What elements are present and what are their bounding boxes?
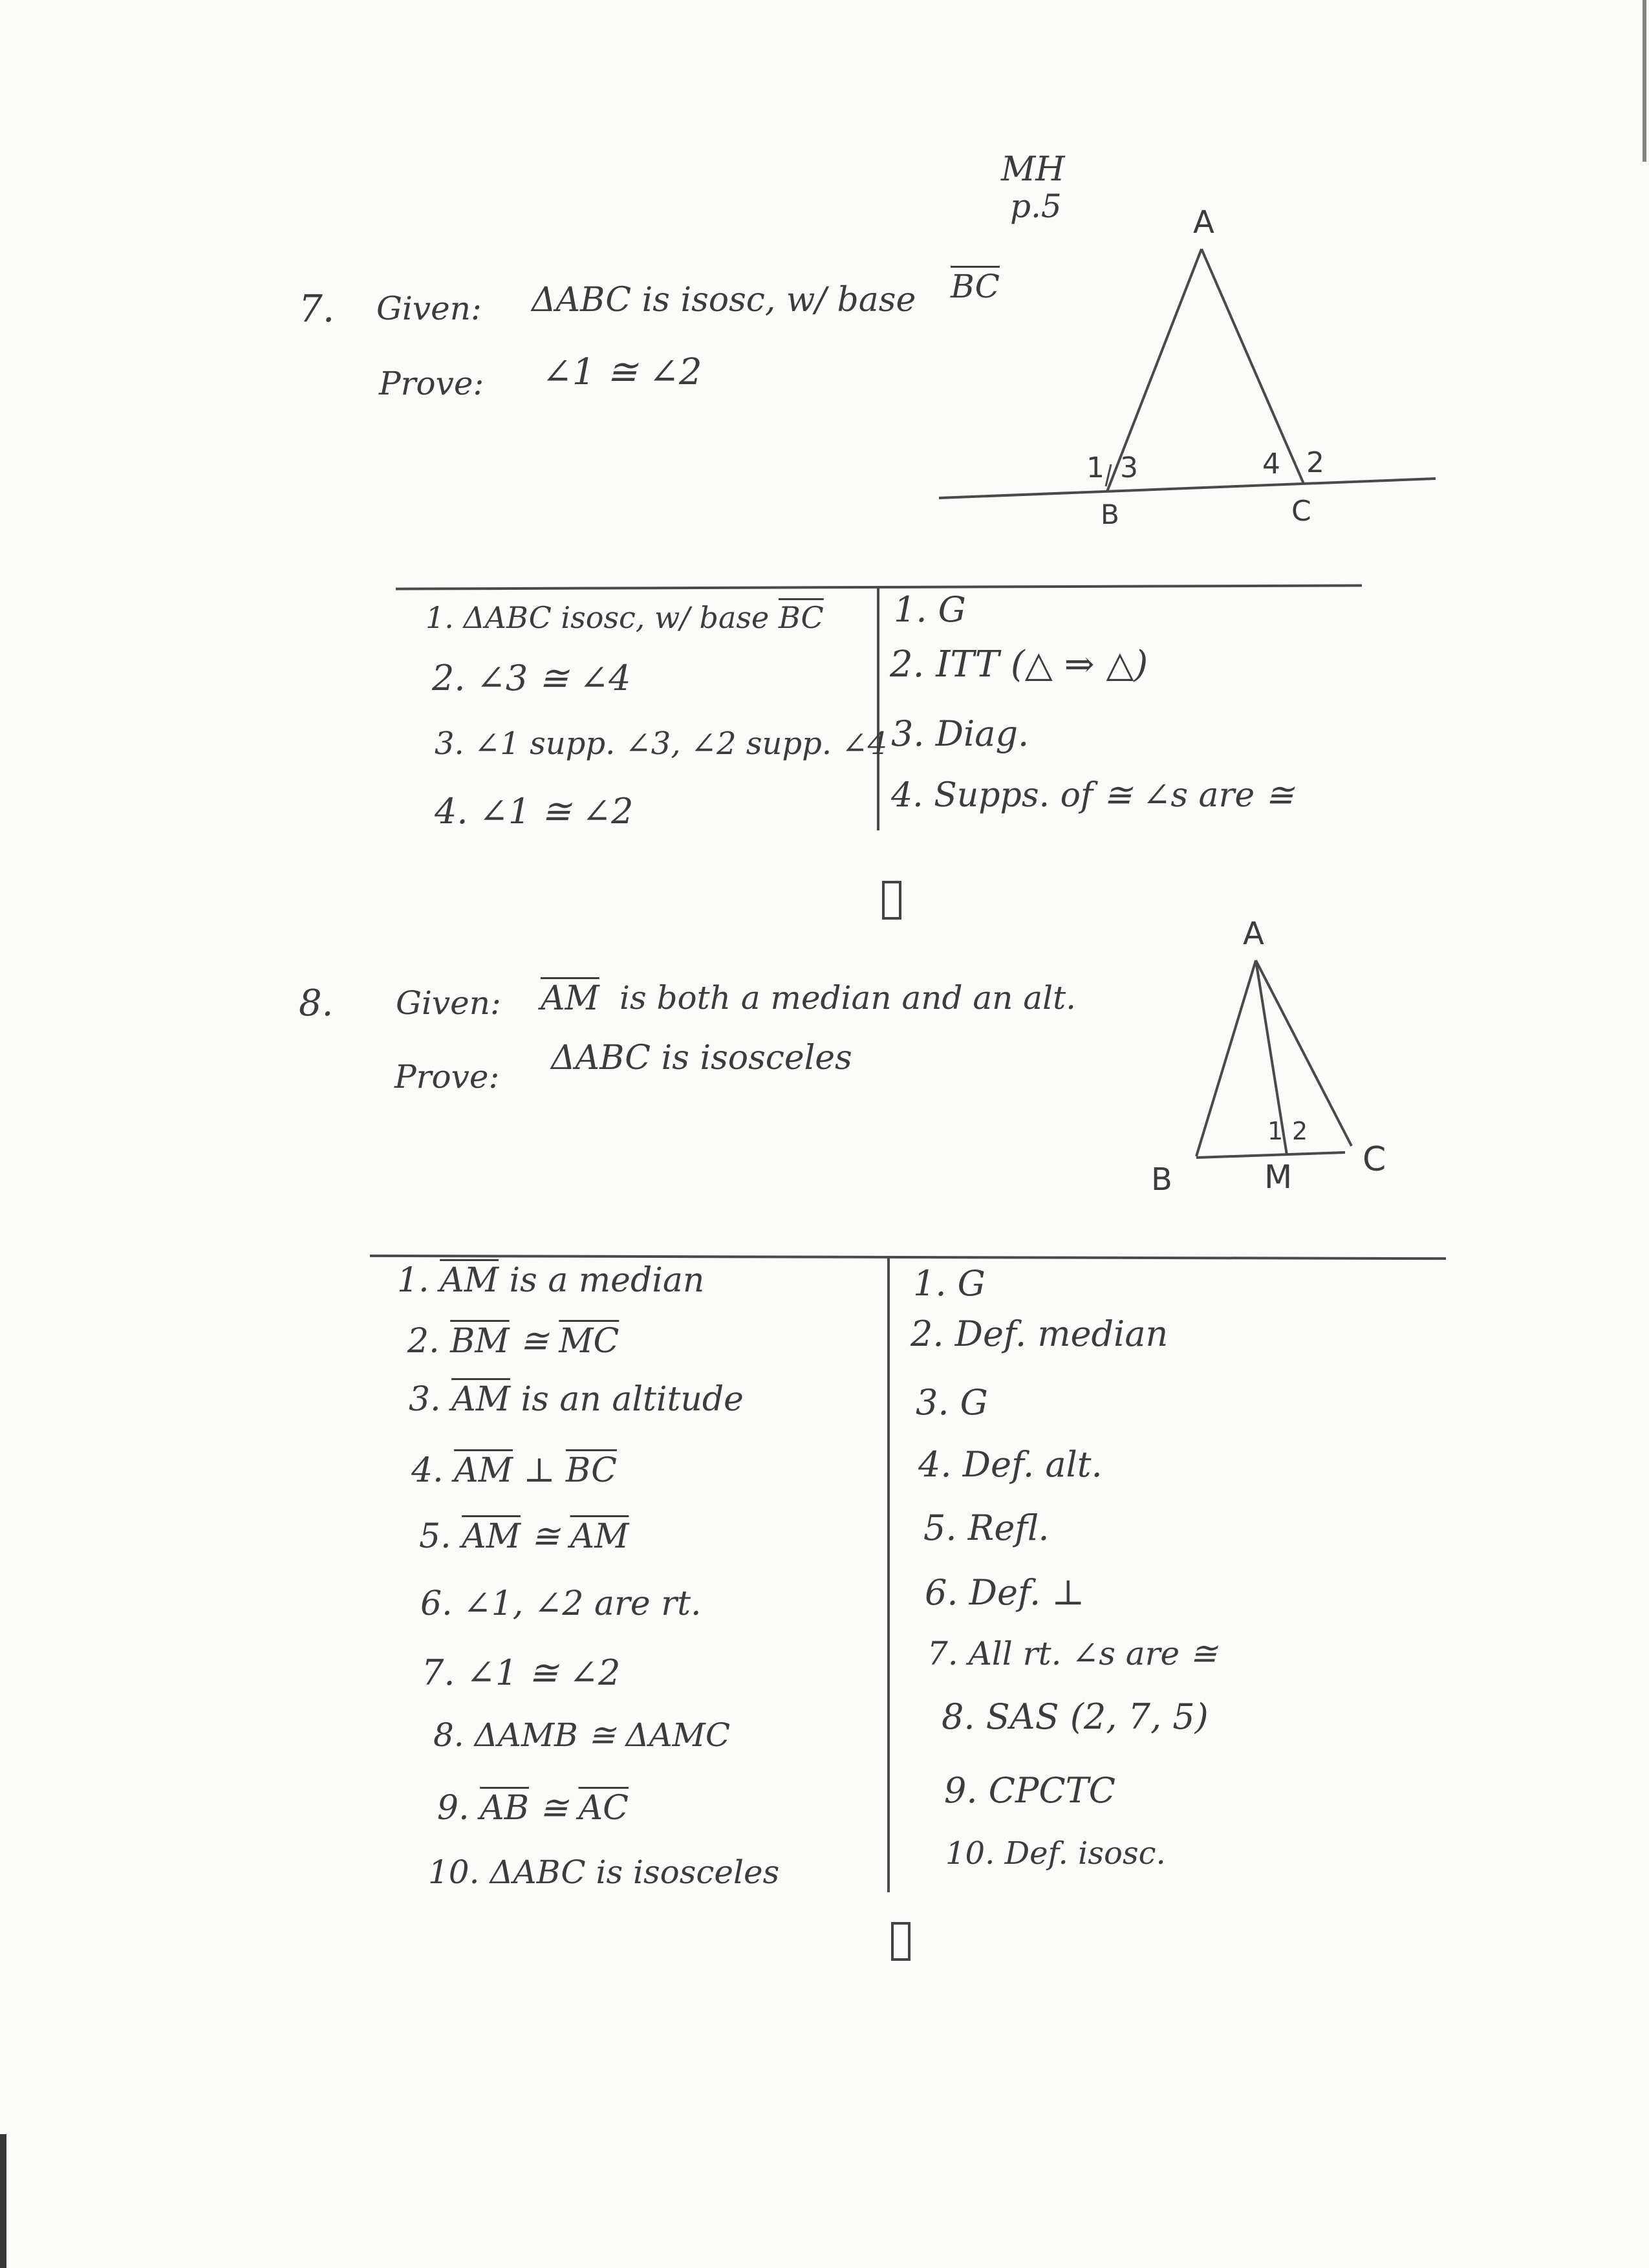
vertex-label-m: M xyxy=(1264,1158,1293,1196)
angle-label-1: 1 xyxy=(1086,451,1105,484)
reason-10: 10. Def. isosc. xyxy=(945,1835,1166,1872)
statement-2: 2. ∠3 ≅ ∠4 xyxy=(432,658,631,698)
proof-column-divider xyxy=(887,1256,890,1892)
statement-9: 9. $\overline{AB}$ ≅ $\overline{AC}$ xyxy=(437,1789,629,1828)
problem-number: 8. xyxy=(299,982,334,1024)
prove-label: Prove: xyxy=(394,1058,500,1096)
reason-3: 3. Diag. xyxy=(891,713,1029,754)
statement-1: 1. $\overline{AM}$ is a median xyxy=(397,1261,705,1300)
base-bc xyxy=(1196,1152,1345,1158)
page-number: p.5 xyxy=(1010,188,1062,225)
proof-column-divider xyxy=(877,587,879,830)
statement-7: 7. ∠1 ≅ ∠2 xyxy=(422,1652,621,1693)
scan-edge-mark xyxy=(1643,0,1646,162)
vertex-label-b: B xyxy=(1151,1161,1172,1198)
angle-label-4: 4 xyxy=(1262,448,1280,481)
statement-4: 4. ∠1 ≅ ∠2 xyxy=(435,791,634,832)
statement-2: 2. $\overline{BM}$ ≅ $\overline{MC}$ xyxy=(407,1322,620,1361)
angle-label-3: 3 xyxy=(1120,451,1138,484)
reason-1: 1. G xyxy=(913,1263,986,1304)
author-initials: MH xyxy=(1001,150,1065,189)
reason-6: 6. Def. ⊥ xyxy=(925,1572,1085,1613)
vertex-label-c: C xyxy=(1291,495,1311,528)
statement-3: 3. ∠1 supp. ∠3, ∠2 supp. ∠4 xyxy=(435,726,888,762)
reason-8: 8. SAS (2, 7, 5) xyxy=(942,1696,1209,1737)
reason-7: 7. All rt. ∠s are ≅ xyxy=(927,1635,1217,1672)
side-ac xyxy=(1202,249,1304,484)
qed-box xyxy=(882,881,901,920)
statement-4: 4. $\overline{AM}$ ⊥ $\overline{BC}$ xyxy=(411,1451,617,1490)
reason-5: 5. Refl. xyxy=(923,1507,1050,1548)
angle-label-2: 2 xyxy=(1292,1117,1308,1145)
qed-box xyxy=(891,1922,911,1961)
reason-2: 2. Def. median xyxy=(911,1313,1169,1354)
reason-2: 2. ITT (△ ⇒ △) xyxy=(890,643,1148,686)
statement-3: 3. $\overline{AM}$ is an altitude xyxy=(409,1380,744,1419)
vertex-label-b: B xyxy=(1101,499,1119,530)
problem-number: 7. xyxy=(299,286,335,330)
prove-statement: ΔABC is isosceles xyxy=(551,1039,852,1077)
reason-1: 1. G xyxy=(894,589,966,630)
given-segment: $\overline{BC}$ xyxy=(951,268,1000,305)
statement-text: 1. ΔABC isosc, w/ base xyxy=(426,600,779,635)
triangle-figure-7 xyxy=(931,194,1449,530)
triangle-figure-8 xyxy=(1151,905,1410,1203)
reason-3: 3. G xyxy=(916,1382,988,1423)
side-ab xyxy=(1196,960,1256,1156)
given-label: Given: xyxy=(376,290,482,327)
vertex-label-a: A xyxy=(1193,204,1214,241)
proof-top-rule xyxy=(370,1255,1446,1260)
scan-edge-mark xyxy=(0,2134,6,2268)
reason-4: 4. Supps. of ≅ ∠s are ≅ xyxy=(891,776,1294,815)
prove-label: Prove: xyxy=(379,365,484,402)
given-label: Given: xyxy=(396,984,501,1022)
prove-statement: ∠1 ≅ ∠2 xyxy=(542,351,702,393)
baseline xyxy=(939,479,1436,498)
reason-4: 4. Def. alt. xyxy=(918,1444,1103,1485)
angle-label-1: 1 xyxy=(1267,1117,1284,1145)
statement-1 xyxy=(426,600,824,635)
angle-label-2: 2 xyxy=(1306,446,1324,479)
vertex-label-c: C xyxy=(1363,1140,1386,1179)
statement-segment: $\overline{BC}$ xyxy=(778,600,824,635)
given-statement: is both a median and an alt. xyxy=(620,979,1077,1017)
given-statement: ΔABC is isosc, w/ base xyxy=(532,281,916,319)
reason-9: 9. CPCTC xyxy=(944,1770,1116,1811)
statement-10: 10. ΔABC is isosceles xyxy=(428,1853,780,1891)
statement-6: 6. ∠1, ∠2 are rt. xyxy=(420,1584,702,1623)
vertex-label-a: A xyxy=(1243,916,1264,952)
statement-5: 5. $\overline{AM}$ ≅ $\overline{AM}$ xyxy=(419,1517,629,1556)
statement-8: 8. ΔAMB ≅ ΔAMC xyxy=(433,1716,731,1754)
given-segment: $\overline{AM}$ xyxy=(541,979,599,1018)
